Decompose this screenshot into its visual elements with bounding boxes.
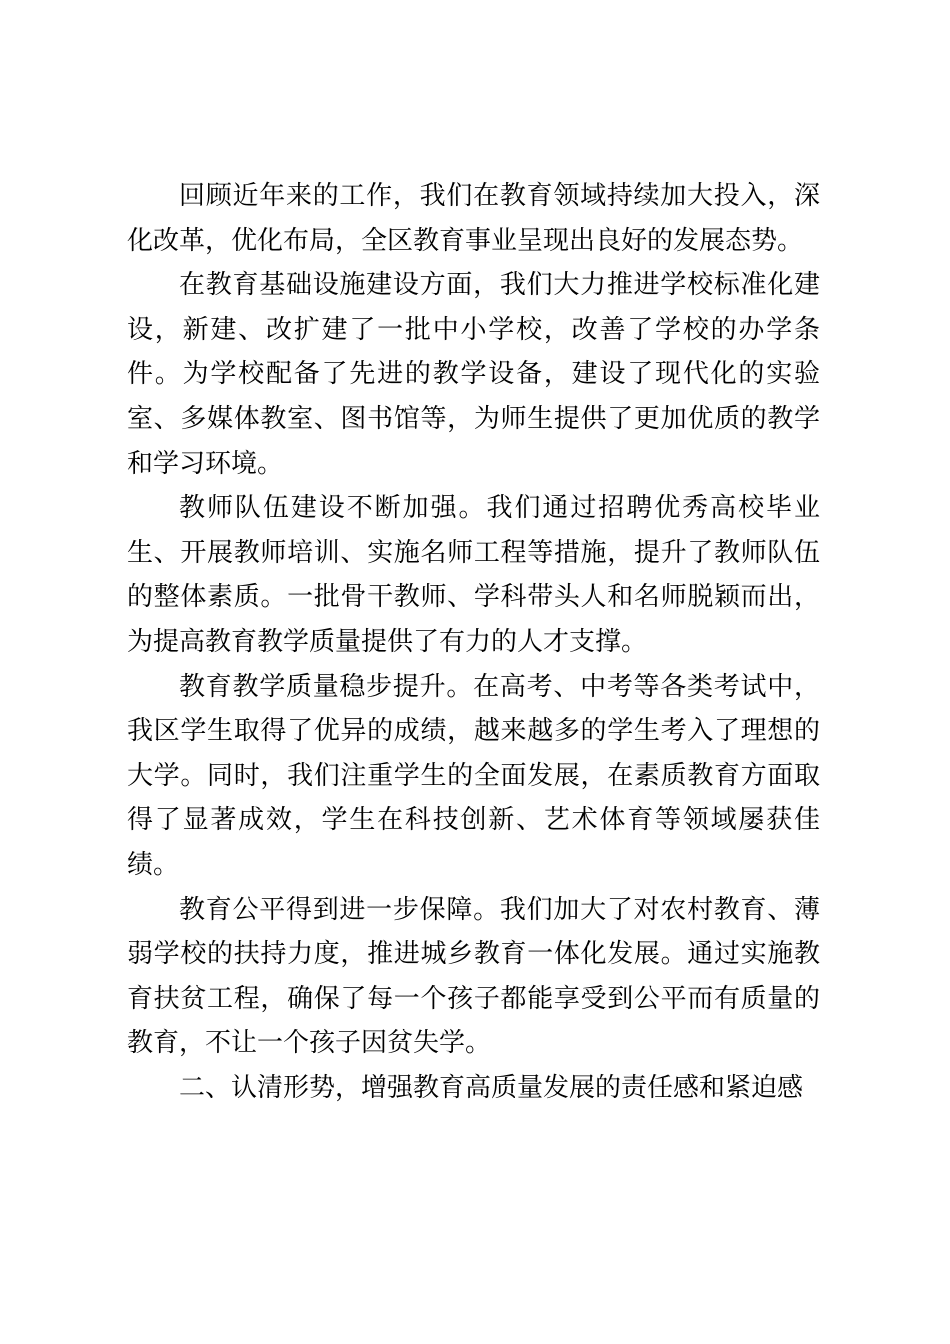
- paragraph-quality: 教育教学质量稳步提升。在高考、中考等各类考试中，我区学生取得了优异的成绩，越来越多的学生考入了理想的大学。同时，我们注重学生的全面发展，在素质教育方面取得了显著成效，学生在科技创新、艺术体育等领域屡获佳绩。: [127, 671, 820, 880]
- paragraph-equity: 教育公平得到进一步保障。我们加大了对农村教育、薄弱学校的扶持力度，推进城乡教育一体化发展。通过实施教育扶贫工程，确保了每一个孩子都能享受到公平而有质量的教育，不让一个孩子因贫失学。: [127, 894, 820, 1059]
- paragraph-review: 回顾近年来的工作，我们在教育领域持续加大投入，深化改革，优化布局，全区教育事业呈现出良好的发展态势。: [127, 181, 820, 256]
- document-body: [127, 174, 820, 1110]
- paragraph-infrastructure: 在教育基础设施建设方面，我们大力推进学校标准化建设，新建、改扩建了一批中小学校，改善了学校的办学条件。为学校配备了先进的教学设备，建设了现代化的实验室、多媒体教室、图书馆等，为师生提供了更加优质的教学和学习环境。: [127, 270, 820, 479]
- paragraph-teachers: 教师队伍建设不断加强。我们通过招聘优秀高校毕业生、开展教师培训、实施名师工程等措施，提升了教师队伍的整体素质。一批骨干教师、学科带头人和名师脱颖而出，为提高教育教学质量提供了有力的人才支撑。: [127, 493, 820, 657]
- section-heading: 二、认清形势，增强教育高质量发展的责任感和紧迫感: [179, 1072, 804, 1103]
